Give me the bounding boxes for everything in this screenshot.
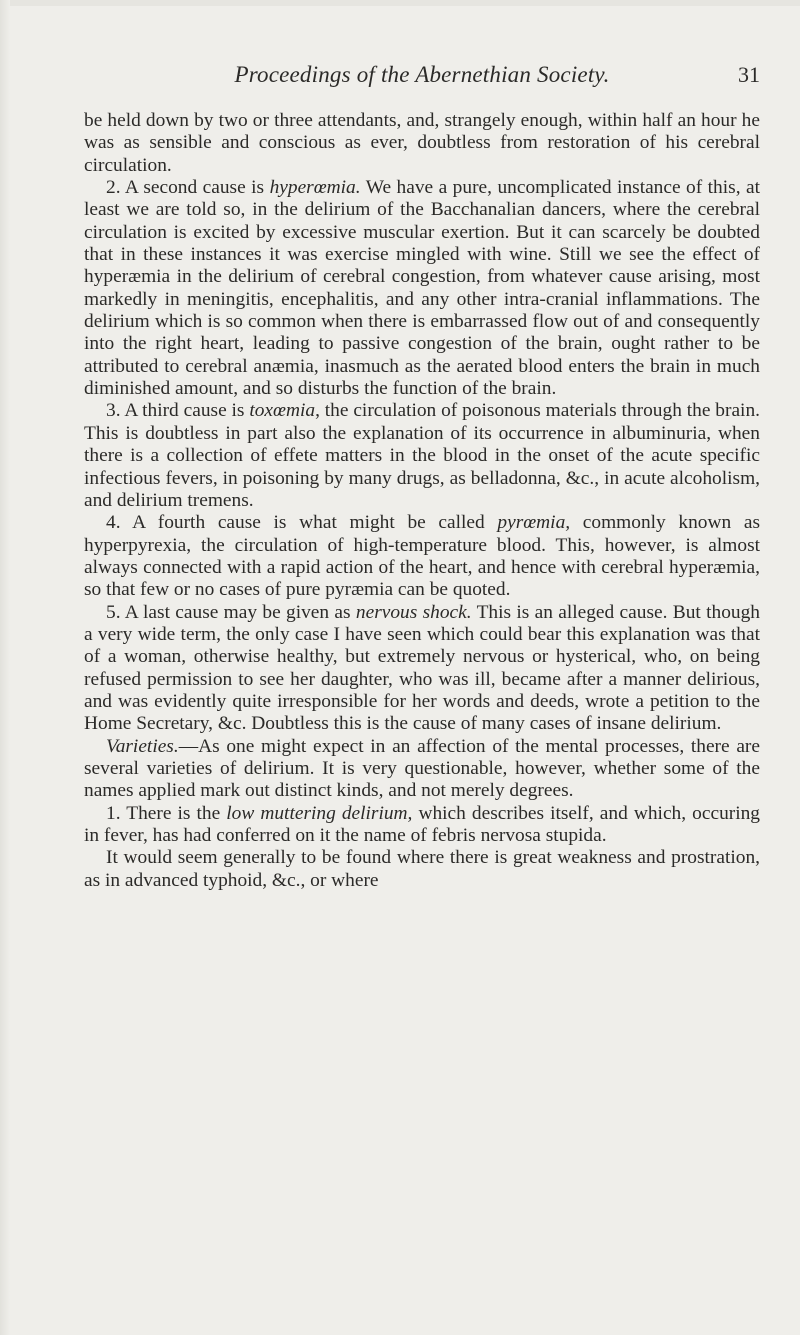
page-top-shade [0, 0, 800, 6]
paragraph-text: 1. There is the [106, 802, 227, 824]
paragraph-varieties [84, 736, 760, 803]
emphasis-term: low muttering delirium, [226, 802, 413, 824]
emphasis-term: hyperœmia. [269, 177, 361, 199]
paragraph-final [84, 847, 760, 892]
running-head: Proceedings of the Abernethian Society. [234, 62, 610, 87]
emphasis-term: toxœmia [249, 400, 316, 422]
paragraph-text: 3. A third cause is [106, 400, 250, 422]
paragraph-text: be held down by two or three attendants, and, strangely enough, within half an hour he was as sensible and conscious as ever, doubtless from restoration of his cerebral circulation. [84, 110, 760, 176]
paragraph-text: 2. A second cause is [106, 177, 270, 199]
paragraph-hyperaemia [84, 177, 760, 400]
paragraph-text: We have a pure, uncomplicated instance of this, at least we are told so, in the delirium of the Bacchanalian dancers, where the cerebral circulation is excited by excessive muscular exertion. But it can scarcely be doubted that in these instances it was exercise mingled with wine. Still we see the effect of hyperæmia in the delirium of cerebral congestion, from whatever cause arising, most markedly in meningitis, encephalitis, and any other intra-cranial inflammations. The delirium which is so common when there is embarrassed flow out of and consequently into the right heart, leading to passive congestion of the brain, ought rather to be attributed to cerebral anæmia, inasmuch as the aerated blood enters the brain in much diminished amount, and so disturbs the function of the brain. [84, 177, 760, 400]
paragraph-text: , the circulation of poisonous materials through the brain. This is doubtless in part also the explanation of its occurrence in albuminuria, when there is a collection of effete matters in the blood in the onset of the acute specific infectious fevers, in poisoning by many drugs, as belladonna, &c., in acute alcoholism, and delirium tremens. [84, 400, 760, 511]
paragraph-text: commonly known as hyperpyrexia, the circulation of high-temperature blood. This, however, is almost always connected with a rapid action of the heart, and hence with cerebral hyperæmia, so that few or no cases of pure pyræmia can be quoted. [84, 512, 761, 601]
paragraph-text: 4. A fourth cause is what might be called [106, 512, 498, 534]
paragraph-pyraemia [84, 512, 760, 601]
page-number: 31 [738, 62, 760, 87]
emphasis-term: nervous shock. [355, 601, 472, 623]
paragraph-text: which describes itself, and which, occuring in fever, has had conferred on it the name of febris nervosa stupida. [84, 802, 760, 846]
paragraph-text: 5. A last cause may be given as [106, 601, 356, 623]
paragraph-toxaemia [84, 400, 760, 512]
paragraph-continuation [84, 110, 760, 177]
binding-edge [0, 0, 10, 1335]
page-header [84, 58, 760, 94]
emphasis-term: pyrœmia, [497, 512, 571, 534]
paragraph-text: It would seem generally to be found where there is great weakness and prostration, as in advanced typhoid, &c., or where [84, 847, 760, 891]
body-text [84, 110, 760, 892]
paragraph-text: This is an alleged cause. But though a very wide term, the only case I have seen which could bear this explanation was that of a woman, otherwise healthy, but extremely nervous or hysterical, who, on being refused permission to see her daughter, who was ill, became after a manner delirious, and was evidently quite irresponsible for her words and deeds, wrote a petition to the Home Secretary, &c. Doubtless this is the cause of many cases of insane delirium. [84, 601, 760, 735]
paragraph-low-muttering [84, 803, 760, 848]
paragraph-text: —As one might expect in an affection of the mental processes, there are several varieties of delirium. It is very questionable, however, whether some of the names applied mark out distinct kinds, and not merely degrees. [84, 735, 760, 802]
paragraph-nervous-shock [84, 602, 760, 736]
section-heading: Varieties. [106, 735, 179, 757]
